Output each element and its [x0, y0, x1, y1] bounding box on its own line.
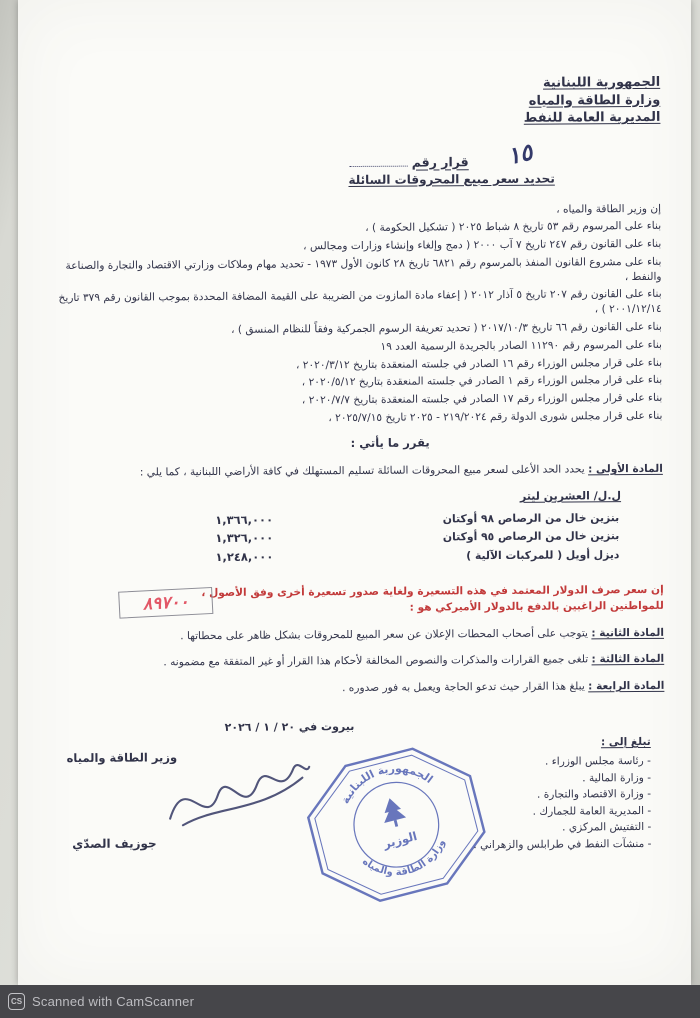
- exchange-note-line1: إن سعر صرف الدولار المعتمد في هذه التسعيرة ولغاية صدور تسعيرة أخرى وفق الأصول ،: [201, 584, 664, 600]
- decision-phrase: يقرر ما يأتي :: [350, 435, 430, 450]
- fuel-name: بنزين خال من الرصاص ٩٨ أوكتان: [442, 511, 620, 526]
- distribution-item: - وزارة الاقتصاد والتجارة .: [536, 788, 652, 801]
- decree-number-dotted-line: [350, 165, 408, 166]
- preamble-clause: بناء على قرار مجلس الوزراء رقم ١٦ الصادر في جلسته المنعقدة بتاريخ ٢٠٢٠/٣/١٢ ،: [295, 356, 663, 372]
- exchange-rate-note: [49, 582, 664, 618]
- article-four-text: يبلغ هذا القرار حيث تدعو الحاجة ويعمل به فور صدوره .: [342, 680, 585, 694]
- fuel-price: ١,٣٦٦,٠٠٠: [215, 512, 274, 527]
- header-directorate: المديرية العامة للنفط: [523, 109, 661, 126]
- preamble-clause: بناء على قرار مجلس الوزراء رقم ١٧ الصادر في جلسته المنعقدة بتاريخ ٢٠٢٠/٧/٧ ،: [301, 392, 663, 407]
- handwritten-decree-number: ١٥: [505, 138, 536, 170]
- price-table: [48, 510, 663, 570]
- header-republic: الجمهورية اللبنانية: [542, 74, 661, 91]
- fuel-price: ١,٣٢٦,٠٠٠: [215, 530, 274, 546]
- article-four-label: المادة الرابعة :: [588, 679, 665, 693]
- article-one-text: يحدد الحد الأعلى لسعر مبيع المحروقات السائلة تسليم المستهلك في كافة الأراضي اللبنانية ، كما يلي :: [139, 463, 585, 479]
- decree-subject: تحديد سعر مبيع المحروقات السائلة: [348, 171, 555, 187]
- article-three: [49, 652, 664, 671]
- preamble-clause: بناء على المرسوم رقم ٥٣ تاريخ ٨ شباط ٢٠٢٥ ( تشكيل الحكومة ) ،: [365, 220, 662, 235]
- stamp-top-text: الجمهورية اللبنانية: [338, 761, 436, 806]
- exchange-rate-box: [118, 587, 213, 619]
- signing-date: بيروت في ٢٠ / ١ / ٢٠٢٦: [224, 720, 355, 734]
- camscanner-icon: CS: [8, 993, 25, 1010]
- preamble-clause: بناء على القانون رقم ٦٦ تاريخ ٢٠١٧/١٠/٣ ( تحديد تعريفة الرسوم الجمركية وفقاً للنظام المنسق ) ،: [231, 320, 662, 336]
- stamp-middle-text: الوزير: [381, 828, 419, 852]
- fuel-name: بنزين خال من الرصاص ٩٥ أوكتان: [442, 529, 620, 544]
- article-one-paragraph: [48, 462, 663, 481]
- article-three-label: المادة الثالثة :: [591, 653, 665, 666]
- document-sheet: [18, 0, 691, 985]
- fuel-price: ١,٢٤٨,٠٠٠: [215, 549, 274, 564]
- distribution-item: - التفتيش المركزي .: [562, 821, 652, 834]
- article-two-text: يتوجب على أصحاب المحطات الإعلان عن سعر المبيع للمحروقات بشكل ظاهر على محطاتها .: [180, 627, 589, 643]
- preamble-clause: بناء على مشروع القانون المنفذ بالمرسوم رقم ٦٨٢١ تاريخ ٢٨ كانون الأول ١٩٧٣ - تحديد مهام وملاكات وزارتي الاقتصاد والتجارة والصناعة والنفط ،: [65, 255, 662, 283]
- scanner-footer-bar: [0, 985, 700, 1018]
- article-one-label: المادة الأولى :: [588, 462, 663, 476]
- exchange-note-line2: للمواطنين الراغبين بالدفع بالدولار الأميركي هو :: [409, 600, 664, 614]
- header-ministry: وزارة الطاقة والمياه: [528, 92, 661, 109]
- preamble-clause: بناء على المرسوم رقم ١١٢٩٠ الصادر بالجريدة الرسمية العدد ١٩: [380, 338, 663, 353]
- preamble-clause: بناء على قرار مجلس الوزراء رقم ١ الصادر في جلسته المنعقدة بتاريخ ٢٠٢٠/٥/١٢ ،: [301, 374, 663, 389]
- article-four: [49, 679, 664, 698]
- document-content: [15, 0, 695, 987]
- preamble-clause: بناء على قرار مجلس شورى الدولة رقم ٢١٩/٢٠٢٤ - ٢٠٢٥ تاريخ ٢٠٢٥/٧/١٥ ،: [328, 409, 663, 425]
- stamp-bottom-text: وزارة الطاقة والمياه: [360, 838, 448, 879]
- price-row: [48, 547, 663, 570]
- article-three-text: تلغى جميع القرارات والمذكرات والنصوص المخالفة لأحكام هذا القرار أو غير المتفقة مع مضمونه .: [163, 653, 589, 669]
- decree-number-label: قرار رقم: [411, 153, 469, 170]
- minister-title: وزير الطاقة والمياه: [66, 750, 178, 766]
- preamble-intro: إن وزير الطاقة والمياه ،: [556, 202, 662, 216]
- article-two-label: المادة الثانية :: [591, 626, 665, 640]
- fuel-name: ديزل أويل ( للمركبات الآلية ): [466, 548, 620, 563]
- cedar-emblem-icon: [379, 795, 408, 829]
- distribution-item: - رئاسة مجلس الوزراء .: [544, 754, 651, 768]
- price-unit-label: ل.ل/ العشرين ليتر: [519, 488, 622, 503]
- distribution-item: - المديرية العامة للجمارك .: [532, 804, 652, 818]
- distribution-heading: تبلغ إلى :: [600, 735, 651, 749]
- preamble: [46, 201, 663, 428]
- preamble-clause: بناء على القانون رقم ٢٤٧ تاريخ ٧ آب ٢٠٠٠ ( دمج وإلغاء وإنشاء وزارات ومجالس ،: [303, 237, 662, 253]
- decree-number-line: [46, 152, 661, 171]
- minister-signature: [160, 752, 319, 841]
- decree-title-block: [46, 138, 661, 188]
- article-two: [49, 626, 664, 645]
- minister-name: جوزيف الصدّي: [72, 836, 157, 851]
- handwritten-exchange-rate: ٨٩٧٠٠: [142, 592, 190, 615]
- price-unit-line: [48, 488, 663, 507]
- distribution-item: - وزارة المالية .: [582, 771, 652, 785]
- camscanner-label: Scanned with CamScanner: [32, 994, 195, 1009]
- article-one: [48, 462, 664, 570]
- distribution-item: - منشآت النفط في طرابلس والزهراني .: [473, 837, 652, 852]
- government-header: [45, 74, 660, 131]
- articles: [49, 626, 664, 698]
- distribution-block: [433, 736, 652, 854]
- preamble-clause: بناء على القانون رقم ٢٠٧ تاريخ ٥ آذار ٢٠١٢ ( إعفاء مادة المازوت من الضريبة على القيمة المضافة المحددة بموجب القانون رقم ٣٧٩ تاريخ ٢٠٠١/١٢/١٤ ) ،: [58, 288, 662, 316]
